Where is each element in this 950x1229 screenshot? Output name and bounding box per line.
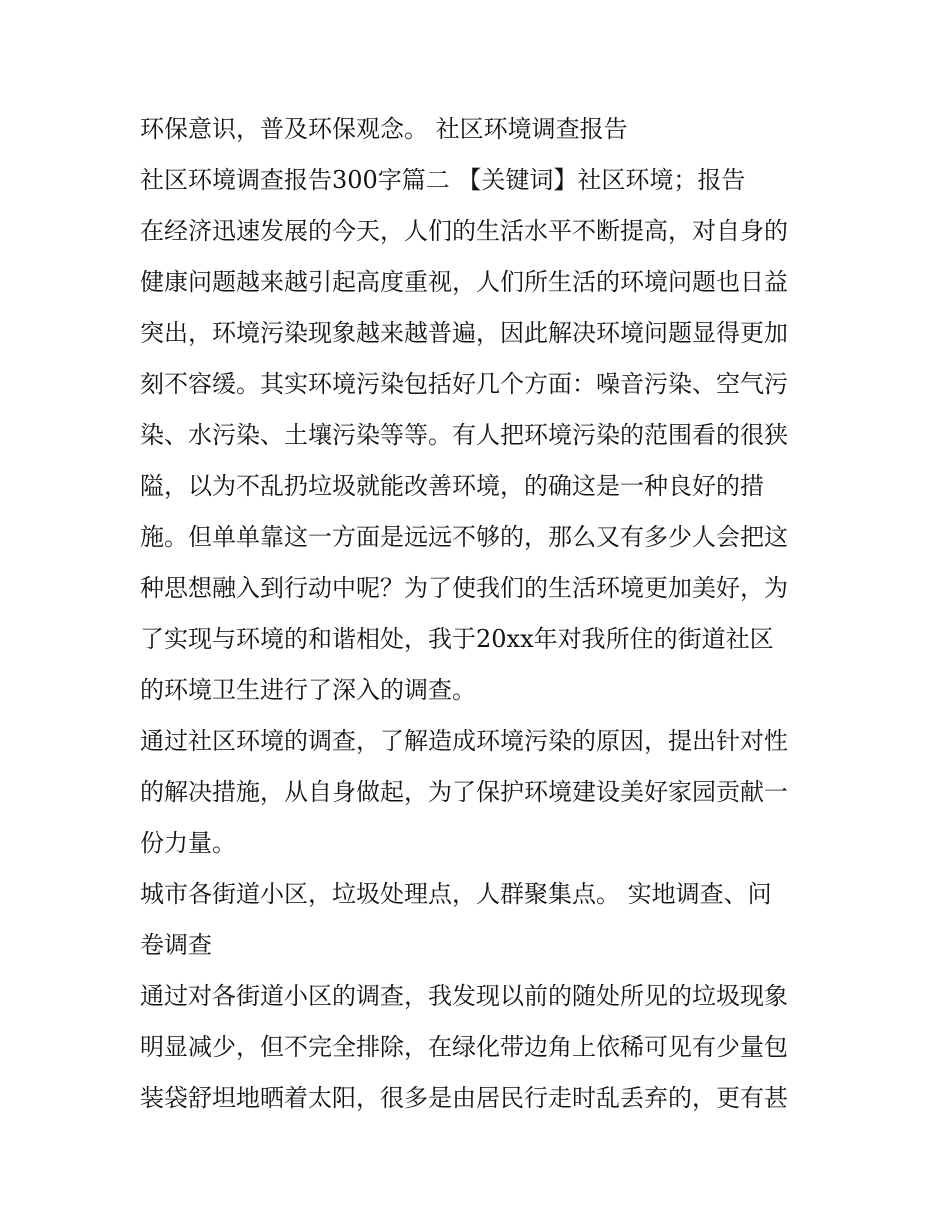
text-line: 明显减少，但不完全排除，在绿化带边角上依稀可见有少量包	[140, 1033, 788, 1061]
document-body	[140, 104, 820, 1124]
text-line: 卷调查	[140, 931, 212, 959]
text-line: 装袋舒坦地晒着太阳，很多是由居民行走时乱丢弃的，更有甚	[140, 1084, 788, 1112]
text-line: 刻不容缓。其实环境污染包括好几个方面：噪音污染、空气污	[140, 370, 788, 398]
text-line: 突出，环境污染现象越来越普遍，因此解决环境问题显得更加	[140, 319, 788, 347]
text-line: 染、水污染、土壤污染等等。有人把环境污染的范围看的很狭	[140, 421, 788, 449]
text-line: 环保意识，普及环保观念。 社区环境调查报告	[140, 115, 628, 143]
text-line: 份力量。	[140, 829, 236, 857]
text-line: 在经济迅速发展的今天，人们的生活水平不断提高，对自身的	[140, 217, 788, 245]
text-line: 社区环境调查报告300字篇二 【关键词】社区环境；报告	[140, 166, 746, 194]
text-line: 的环境卫生进行了深入的调查。	[140, 676, 476, 704]
text-line: 施。但单单靠这一方面是远远不够的，那么又有多少人会把这	[140, 523, 788, 551]
text-line: 健康问题越来越引起高度重视，人们所生活的环境问题也日益	[140, 268, 788, 296]
text-line: 城市各街道小区，垃圾处理点，人群聚集点。 实地调查、问	[140, 880, 772, 908]
text-line: 隘，以为不乱扔垃圾就能改善环境，的确这是一种良好的措	[140, 472, 764, 500]
text-line: 通过对各街道小区的调查，我发现以前的随处所见的垃圾现象	[140, 982, 788, 1010]
text-line: 了实现与环境的和谐相处，我于20xx年对我所住的街道社区	[140, 625, 774, 653]
text-line: 种思想融入到行动中呢？为了使我们的生活环境更加美好，为	[140, 574, 788, 602]
text-line: 的解决措施，从自身做起，为了保护环境建设美好家园贡献一	[140, 778, 788, 806]
text-line: 通过社区环境的调查，了解造成环境污染的原因，提出针对性	[140, 727, 788, 755]
